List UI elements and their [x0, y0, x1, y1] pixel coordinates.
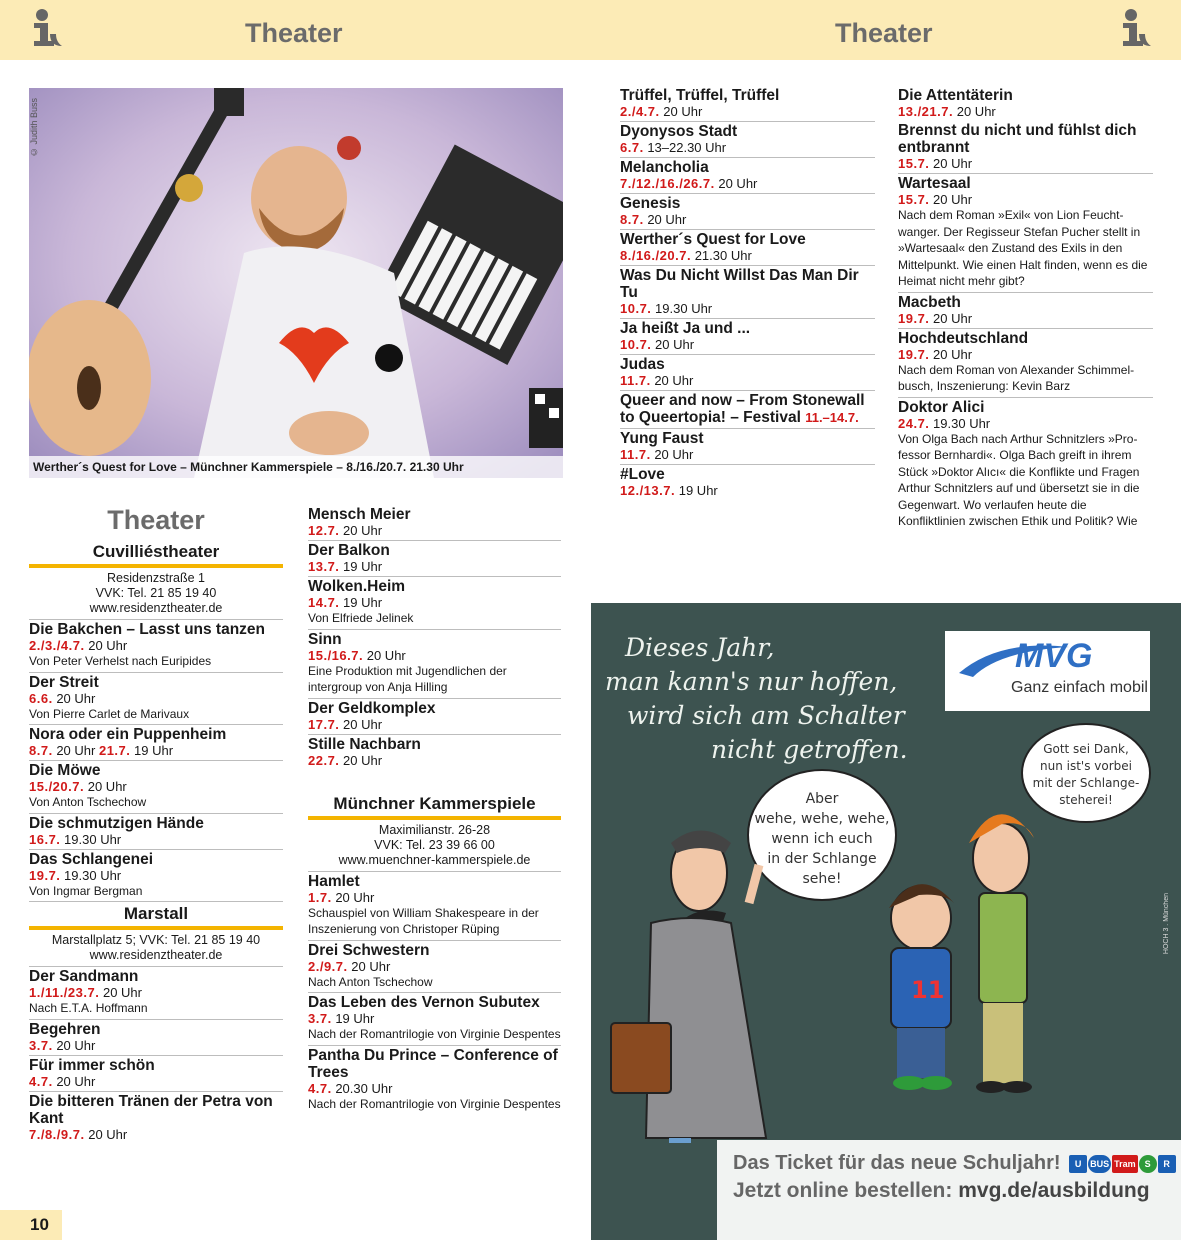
event-title: Dyonysos Stadt: [620, 123, 738, 140]
event-dates: [308, 890, 561, 905]
event-dates: [620, 373, 875, 388]
event-time: 20 Uhr: [343, 716, 383, 732]
event-entry: [29, 814, 283, 850]
event-title: Hochdeutschland: [898, 329, 1029, 347]
event-date: 10.7.: [620, 301, 652, 316]
event-title: Hamlet: [308, 872, 360, 890]
venue-divider: [29, 564, 283, 568]
event-date: 14.7.: [308, 595, 340, 610]
event-title: Drei Schwestern: [308, 941, 430, 959]
event-date: 21.7.: [98, 743, 131, 758]
event-entry: [620, 266, 875, 319]
feature-photo: [29, 88, 563, 478]
event-date: 15./16.7.: [308, 647, 364, 663]
event-list: [308, 872, 561, 1115]
event-date: 12.7.: [308, 523, 340, 538]
event-time: 20 Uhr: [343, 523, 383, 538]
event-time: 13–22.30 Uhr: [647, 140, 727, 155]
event-title: Judas: [620, 356, 665, 373]
event-entry: [308, 941, 561, 994]
event-entry: [308, 872, 561, 941]
event-title: Die Möwe: [29, 762, 101, 779]
event-date: 8./16./20.7.: [620, 248, 692, 263]
event-title: Sinn: [308, 630, 342, 648]
event-entry: [29, 1020, 283, 1056]
boy-figure: [889, 884, 954, 1090]
event-date: 19.7.: [29, 867, 61, 883]
header-title-left: Theater: [245, 18, 343, 48]
column-3: [620, 86, 875, 500]
column-4: [898, 86, 1153, 532]
section-title: Theater: [107, 505, 205, 535]
event-time: 19 Uhr: [343, 559, 383, 574]
transit-badges: [1068, 1151, 1176, 1177]
speech-bubble-left: Aber wehe, wehe, wehe, wenn ich euch in der Schlange sehe!: [747, 769, 897, 901]
venue-divider: [29, 926, 283, 930]
event-entry: [308, 699, 561, 735]
photo-illustration: [29, 88, 563, 478]
event-time: 20 Uhr: [654, 373, 694, 388]
event-date: 4.7.: [29, 1073, 53, 1089]
event-title: Die bitteren Tränen der Petra von Kant: [29, 1092, 273, 1127]
event-date: 6.7.: [620, 140, 644, 155]
event-dates: [29, 868, 283, 883]
event-entry: [29, 850, 283, 903]
event-entry: [308, 1046, 561, 1115]
page-number: 10: [0, 1210, 62, 1240]
event-entry: [308, 993, 561, 1046]
event-dates: [898, 347, 1153, 362]
event-time: 20 Uhr: [718, 176, 758, 191]
event-time: 20 Uhr: [88, 1126, 128, 1142]
event-time: 20 Uhr: [933, 310, 973, 326]
teacher-figure: [611, 831, 766, 1144]
event-title: Das Schlangenei: [29, 850, 154, 868]
event-entry: [620, 355, 875, 391]
event-entry: [308, 735, 561, 770]
page-header: [0, 0, 1181, 60]
event-title: Queer and now – From Stonewall to Queertopia! – Festival 11.–14.7.: [620, 392, 865, 426]
event-date: 2./3./4.7.: [29, 638, 85, 653]
event-title: Die schmutzigen Hände: [29, 814, 204, 832]
event-dates: [308, 648, 561, 663]
event-time: 19.30 Uhr: [64, 831, 122, 847]
header-title-right: Theater: [835, 18, 933, 48]
event-entry: [620, 230, 875, 266]
event-list: [898, 86, 1153, 532]
event-entry: [898, 121, 1153, 174]
event-time: 20 Uhr: [343, 752, 383, 768]
event-entry: [29, 1056, 283, 1092]
event-time: 20 Uhr: [654, 447, 694, 462]
event-description: Nach dem Roman »Exil« von Lion Feuchtwanger. Der Regisseur Stefan Pucher stellt in »Wartesaal« den Zustand des Exils in den Mittelpunkt. Wie einen Halt finden, wenn es die Heimat nicht mehr gibt?: [898, 208, 1148, 288]
column-2: [308, 505, 561, 1114]
photo-caption: Werther´s Quest for Love – Münchner Kammerspiele – 8./16./20.7. 21.30 Uhr: [29, 456, 563, 478]
event-title: Was Du Nicht Willst Das Man Dir Tu: [620, 267, 859, 301]
event-time: 19.30 Uhr: [655, 301, 713, 316]
event-entry: [308, 630, 561, 699]
column-1: [29, 504, 283, 1144]
event-time: 20 Uhr: [647, 212, 687, 227]
venue-kammerspiele-info: Maximilianstr. 26-28 VVK: Tel. 23 39 66 00 www.muenchner-kammerspiele.de: [308, 823, 561, 872]
event-dates: [29, 638, 283, 653]
thought-bubble-right: Gott sei Dank, nun ist's vorbei mit der Schlange- steherei!: [1021, 723, 1151, 823]
event-entry: [620, 319, 875, 355]
event-title: Begehren: [29, 1020, 101, 1038]
event-description: Von Anton Tschechow: [29, 795, 147, 809]
info-i-icon-right: [1117, 8, 1157, 48]
event-date: 3.7.: [308, 1011, 332, 1026]
event-title: Melancholia: [620, 159, 709, 176]
transit-badge-u: U: [1069, 1155, 1087, 1173]
event-entry: [308, 505, 561, 541]
event-time: 20 Uhr: [56, 1073, 96, 1089]
event-title: Für immer schön: [29, 1056, 155, 1074]
event-description: Von Peter Verhelst nach Euripides: [29, 654, 212, 668]
event-entry: [29, 761, 283, 814]
cartoon-characters: [591, 603, 1181, 1143]
event-dates: [29, 743, 283, 758]
event-entry: [620, 391, 875, 429]
event-list: [29, 967, 283, 1144]
event-dates: [29, 985, 283, 1000]
event-time: 20 Uhr: [56, 690, 96, 706]
event-dates: [620, 248, 875, 263]
event-date: 17.7.: [308, 716, 340, 732]
event-date: 24.7.: [898, 415, 930, 431]
event-dates: [308, 1081, 561, 1096]
event-time: 20 Uhr: [351, 958, 391, 974]
event-date: 8.7.: [620, 212, 644, 227]
venue-kammerspiele: Münchner Kammerspiele: [333, 793, 536, 813]
event-dates: [898, 156, 1153, 171]
event-entry: [898, 329, 1153, 398]
event-title: #Love: [620, 466, 665, 483]
event-time: 20 Uhr: [102, 985, 142, 1000]
transit-badge-tram: Tram: [1112, 1155, 1138, 1173]
event-date: 3.7.: [29, 1037, 53, 1053]
event-description: Nach der Romantrilogie von Virginie Despentes: [308, 1096, 561, 1111]
teen-figure: [969, 814, 1034, 1093]
event-date: 13./21.7.: [898, 104, 954, 119]
event-dates: [620, 140, 875, 155]
event-date: 1.7.: [308, 889, 332, 905]
transit-badge-s: S: [1139, 1155, 1157, 1173]
venue-cuvillies-info: Residenzstraße 1 VVK: Tel. 21 85 19 40 www.residenztheater.de: [29, 571, 283, 620]
event-time: 20 Uhr: [88, 638, 128, 653]
event-list: [29, 620, 283, 902]
event-date: 11.7.: [620, 447, 651, 462]
event-title: Die Bakchen – Lasst uns tanzen: [29, 621, 266, 638]
venue-divider: [308, 816, 561, 820]
event-date: 12./13.7.: [620, 483, 676, 498]
event-description: Von Pierre Carlet de Marivaux: [29, 706, 190, 721]
chalk-line-2: man kann's nur hoffen,: [605, 667, 898, 696]
chalk-line-3: wird sich am Schalter: [627, 701, 905, 730]
transit-badge-r: R: [1158, 1155, 1176, 1173]
transit-badge-bus: BUS: [1088, 1155, 1111, 1173]
event-date: 15./20.7.: [29, 779, 85, 794]
event-description: Schauspiel von William Shakespeare in der Inszenierung von Christoper Rüping: [308, 905, 539, 936]
event-entry: [620, 194, 875, 230]
event-title: Werther´s Quest for Love: [620, 231, 806, 248]
event-dates: [898, 192, 1153, 207]
event-dates: [308, 717, 561, 732]
venue-marstall: Marstall: [123, 904, 189, 923]
event-dates: [620, 447, 875, 462]
event-dates: [308, 523, 561, 538]
photo-credit: © Judith Buss: [29, 98, 39, 158]
chalk-line-4: nicht getroffen.: [711, 735, 908, 764]
toy-shape: [375, 344, 403, 372]
event-title: Yung Faust: [620, 430, 704, 447]
event-date: 11.7.: [620, 373, 651, 388]
event-time: 20 Uhr: [655, 337, 695, 352]
event-time: 20 Uhr: [87, 779, 127, 794]
event-entry: [620, 465, 875, 500]
event-title: Pantha Du Prince – Conference of Trees: [308, 1046, 558, 1081]
event-dates: [308, 959, 561, 974]
event-time: 20 Uhr: [956, 104, 996, 119]
event-entry: [308, 577, 561, 630]
event-entry: [29, 1092, 283, 1144]
event-time: 20 Uhr: [933, 156, 973, 171]
event-title: Der Geldkomplex: [308, 699, 436, 717]
event-dates: [308, 1011, 561, 1026]
event-entry: [29, 725, 283, 761]
event-title: Das Leben des Vernon Subutex: [308, 994, 540, 1011]
event-title: Der Balkon: [308, 542, 390, 559]
event-date: 15.7.: [898, 156, 930, 171]
event-dates: [620, 104, 875, 119]
event-description: Nach E.T.A. Hoffmann: [29, 1001, 148, 1015]
venue-cuvillies: Cuvilliéstheater: [92, 542, 220, 561]
event-title: Ja heißt Ja und ...: [620, 320, 751, 337]
event-date: 7./12./16./26.7.: [620, 176, 715, 191]
venue-marstall-info: Marstallplatz 5; VVK: Tel. 21 85 19 40 www.residenztheater.de: [29, 933, 283, 967]
event-entry: [620, 158, 875, 194]
event-dates: [620, 176, 875, 191]
event-entry: [898, 293, 1153, 329]
event-time: 20 Uhr: [663, 104, 703, 119]
event-title: Mensch Meier: [308, 506, 411, 523]
event-entry: [29, 967, 283, 1020]
event-date: 19.7.: [898, 310, 930, 326]
event-entry: [29, 673, 283, 726]
event-dates: [29, 1074, 283, 1089]
event-title: Macbeth: [898, 293, 961, 311]
event-time: 20 Uhr: [335, 889, 375, 905]
event-description: Von Olga Bach nach Arthur Schnitzlers »Professor Bernhardi«. Olga Bach greift in ihrem Stück »Doktor Alıcı« die Konflikte und Fragen Arthur Schnitzlers auf und übersetzt sie in die Gegenwart. Wo verlaufen heute die Konfliktlinien zwischen Ethik und Politik? Wie: [898, 431, 1140, 528]
info-i-icon: [28, 8, 68, 48]
event-description: Nach dem Roman von Alexander Schimmelbusch, Inszenierung: Kevin Barz: [898, 362, 1135, 393]
event-dates: [620, 301, 875, 316]
event-description: Nach der Romantrilogie von Virginie Despentes: [308, 1027, 561, 1041]
event-dates: [308, 753, 561, 768]
illustrator-credit: HOCH 3 . München: [1163, 893, 1170, 955]
event-dates: [620, 212, 875, 227]
event-title: Wolken.Heim: [308, 578, 406, 595]
event-dates: [29, 691, 283, 706]
event-entry: [29, 620, 283, 673]
event-title: Brennst du nicht und fühlst dich entbrannt: [898, 122, 1137, 156]
event-title: Die Attentäterin: [898, 87, 1013, 104]
event-description: Von Ingmar Bergman: [29, 883, 143, 898]
event-dates: [29, 832, 283, 847]
event-entry: [898, 174, 1153, 293]
event-dates: [620, 483, 875, 498]
event-date: 1./11./23.7.: [29, 985, 100, 1000]
event-entry: [898, 398, 1153, 532]
event-date: 7./8./9.7.: [29, 1126, 85, 1142]
event-time: 20 Uhr: [56, 1037, 96, 1053]
event-dates: [898, 416, 1153, 431]
event-title: Wartesaal: [898, 175, 971, 192]
event-date: 4.7.: [308, 1080, 332, 1096]
event-entry: [620, 429, 875, 465]
mvg-tagline: Ganz einfach mobil: [1011, 679, 1148, 696]
event-title: Der Streit: [29, 673, 99, 691]
event-list: [308, 505, 561, 770]
event-title: Der Sandmann: [29, 968, 139, 985]
event-dates: [898, 104, 1153, 119]
event-title: Doktor Alici: [898, 398, 985, 416]
event-time: 21.30 Uhr: [694, 248, 752, 263]
event-date: 2./4.7.: [620, 104, 660, 119]
event-time: 20.30 Uhr: [335, 1080, 393, 1096]
event-dates: [29, 1127, 283, 1142]
event-title: Stille Nachbarn: [308, 735, 421, 753]
event-dates: [29, 1038, 283, 1053]
event-date: 2./9.7.: [308, 958, 348, 974]
event-time: 19 Uhr: [678, 483, 718, 498]
event-entry: [898, 86, 1153, 121]
ad-banner: [717, 1140, 1181, 1240]
event-dates: [620, 337, 875, 352]
event-dates: [308, 559, 561, 574]
event-date: 16.7.: [29, 831, 61, 847]
mvg-logo-text: MVG: [1015, 637, 1093, 675]
event-time: 20 Uhr: [366, 647, 406, 663]
event-title: Genesis: [620, 195, 681, 212]
banner-line-2: Jetzt online bestellen: mvg.de/ausbildung: [733, 1178, 1150, 1202]
event-date: 6.6.: [29, 690, 53, 706]
shirt-number: 11: [911, 976, 945, 1004]
event-time: 19 Uhr: [343, 595, 383, 610]
event-description: Nach Anton Tschechow: [308, 974, 433, 989]
event-time: 20 Uhr: [933, 346, 973, 362]
event-date: 10.7.: [620, 337, 652, 352]
event-time: 19.30 Uhr: [64, 867, 122, 883]
event-date: 22.7.: [308, 752, 340, 768]
mvg-advertisement: [591, 603, 1181, 1240]
event-dates: [308, 595, 561, 610]
event-title: Trüffel, Trüffel, Trüffel: [620, 87, 780, 104]
event-time: 19 Uhr: [335, 1011, 375, 1026]
event-date: 15.7.: [898, 192, 930, 207]
ad-url[interactable]: mvg.de/ausbildung: [958, 1178, 1150, 1202]
event-description: Eine Produktion mit Jugendlichen der intergroup von Anja Hilling: [308, 663, 507, 694]
event-entry: [620, 86, 875, 122]
banner-line-1: Das Ticket für das neue Schuljahr! U BUS Tram S R: [733, 1150, 1181, 1177]
event-time: 20 Uhr: [56, 743, 96, 758]
event-date: 13.7.: [308, 559, 340, 574]
event-dates: [29, 779, 283, 794]
event-entry: [620, 122, 875, 158]
event-entry: [308, 541, 561, 577]
event-list: [620, 86, 875, 500]
event-time: 19 Uhr: [134, 743, 174, 758]
event-date: 11.–14.7.: [805, 410, 859, 425]
event-dates: [898, 311, 1153, 326]
event-date: 8.7.: [29, 743, 53, 758]
event-date: 19.7.: [898, 346, 930, 362]
event-time: 20 Uhr: [933, 192, 973, 207]
event-description: Von Elfriede Jelinek: [308, 611, 414, 625]
event-time: 19.30 Uhr: [933, 415, 991, 431]
event-title: Nora oder ein Puppenheim: [29, 726, 227, 743]
chalk-line-1: Dieses Jahr,: [625, 633, 775, 662]
